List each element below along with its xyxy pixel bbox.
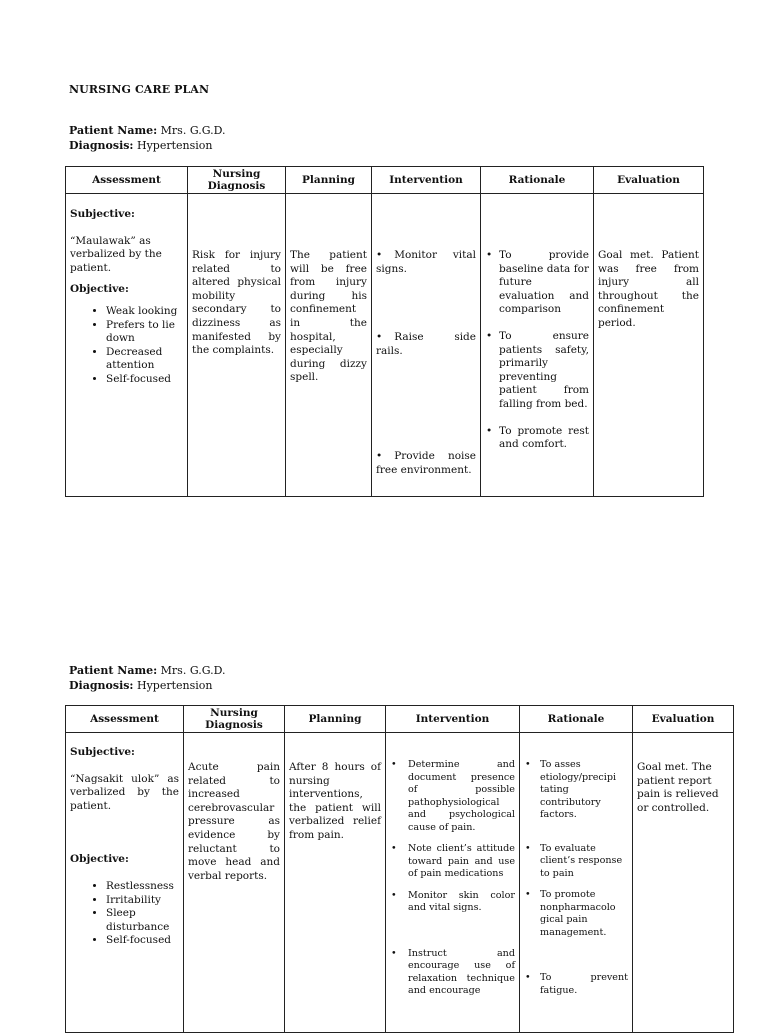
intervention-item: • Instruct and encourage use of relaxation technique and encourage <box>391 947 515 996</box>
table-row <box>66 733 734 1033</box>
header-rationale: Rationale <box>481 167 594 194</box>
subjective-text: “Maulawak” as verbalized by the patient. <box>70 234 162 274</box>
rationale-item: • To ensure patients safety, primarily preventing patient from falling from bed. <box>486 329 589 410</box>
header-nursing-diagnosis: Nursing Diagnosis <box>184 706 285 733</box>
rationale-cell <box>481 194 594 497</box>
planning-text: The patient will be free from injury during his confinement in the hospital, especially during dizzy spell. <box>290 249 367 384</box>
care-plan-table-2 <box>65 705 734 1033</box>
table-row <box>66 194 704 497</box>
patient-name-line: Patient Name: Mrs. G.G.D. <box>69 124 226 137</box>
nursing-diagnosis-cell <box>188 194 286 497</box>
header-intervention: Intervention <box>372 167 481 194</box>
patient-info-1 <box>69 123 226 153</box>
document-title: NURSING CARE PLAN <box>69 83 210 96</box>
header-planning: Planning <box>286 167 372 194</box>
rationale-item: • To asses etiology/precipi tating contributory factors. <box>525 759 617 820</box>
intervention-item: • Monitor vital signs. <box>376 249 476 275</box>
intervention-item: • Determine and document presence of possible pathophysiological and psychological cause of pain. <box>391 759 515 833</box>
objective-label: Objective: <box>70 283 129 296</box>
list-item: • Weak looking <box>106 305 183 319</box>
table-header-row <box>66 706 734 733</box>
planning-cell <box>286 194 372 497</box>
list-item: • Self-focused <box>106 934 179 948</box>
header-evaluation: Evaluation <box>594 167 704 194</box>
intervention-cell <box>372 194 481 497</box>
intervention-cell <box>386 733 520 1033</box>
header-assessment: Assessment <box>66 167 188 194</box>
nursing-diagnosis-text: Acute pain related to increased cerebrovascular pressure as evidence by reluctant to move head and verbal reports. <box>188 761 280 882</box>
patient-info-2 <box>69 663 226 693</box>
evaluation-text: Goal met. Patient was free from injury all throughout the confinement period. <box>598 249 699 329</box>
subjective-label: Subjective: <box>70 208 135 220</box>
planning-text: After 8 hours of nursing interventions, the patient will verbalized relief from pain. <box>289 761 381 841</box>
list-item: • Self-focused <box>106 373 183 387</box>
objective-list <box>70 880 179 948</box>
rationale-item: • To evaluate client’s response to pain <box>525 842 623 879</box>
header-assessment: Assessment <box>66 706 184 733</box>
list-item: • Decreased attention <box>106 346 183 373</box>
header-nursing-diagnosis: Nursing Diagnosis <box>188 167 286 194</box>
diagnosis-line: Diagnosis: Hypertension <box>69 679 213 692</box>
intervention-item: • Monitor skin color and vital signs. <box>391 889 515 913</box>
list-item: • Irritability <box>106 894 179 908</box>
objective-list <box>70 305 183 387</box>
rationale-item: • To promote rest and comfort. <box>486 424 589 451</box>
assessment-cell <box>66 733 184 1033</box>
list-item: • Prefers to lie down <box>106 319 183 346</box>
rationale-cell <box>520 733 633 1033</box>
subjective-text: “Nagsakit ulok” as verbalized by the patient. <box>70 772 179 812</box>
patient-name-line: Patient Name: Mrs. G.G.D. <box>69 664 226 677</box>
evaluation-cell <box>594 194 704 497</box>
intervention-item: • Note client’s attitude toward pain and use of pain medications <box>391 843 515 879</box>
objective-label: Objective: <box>70 853 129 866</box>
planning-cell <box>285 733 386 1033</box>
care-plan-table-1 <box>65 166 704 497</box>
subjective-label: Subjective: <box>70 746 135 758</box>
header-planning: Planning <box>285 706 386 733</box>
rationale-item: • To provide baseline data for future evaluation and comparison <box>486 249 589 316</box>
evaluation-cell <box>633 733 734 1033</box>
list-item: • Restlessness <box>106 880 179 894</box>
list-item: • Sleep disturbance <box>106 907 179 934</box>
rationale-item: • To promote nonpharmacolo gical pain management. <box>525 889 616 938</box>
intervention-item: • Provide noise free environment. <box>376 450 476 476</box>
assessment-cell <box>66 194 188 497</box>
nursing-diagnosis-cell <box>184 733 285 1033</box>
header-rationale: Rationale <box>520 706 633 733</box>
rationale-item: • To prevent fatigue. <box>525 972 628 996</box>
diagnosis-line: Diagnosis: Hypertension <box>69 139 213 152</box>
header-evaluation: Evaluation <box>633 706 734 733</box>
nursing-diagnosis-text: Risk for injury related to altered physical mobility secondary to dizziness as manifested by the complaints. <box>192 249 281 357</box>
intervention-item: • Raise side rails. <box>376 331 476 357</box>
table-header-row <box>66 167 704 194</box>
evaluation-text: Goal met. The patient report pain is relieved or controlled. <box>637 761 719 814</box>
header-intervention: Intervention <box>386 706 520 733</box>
